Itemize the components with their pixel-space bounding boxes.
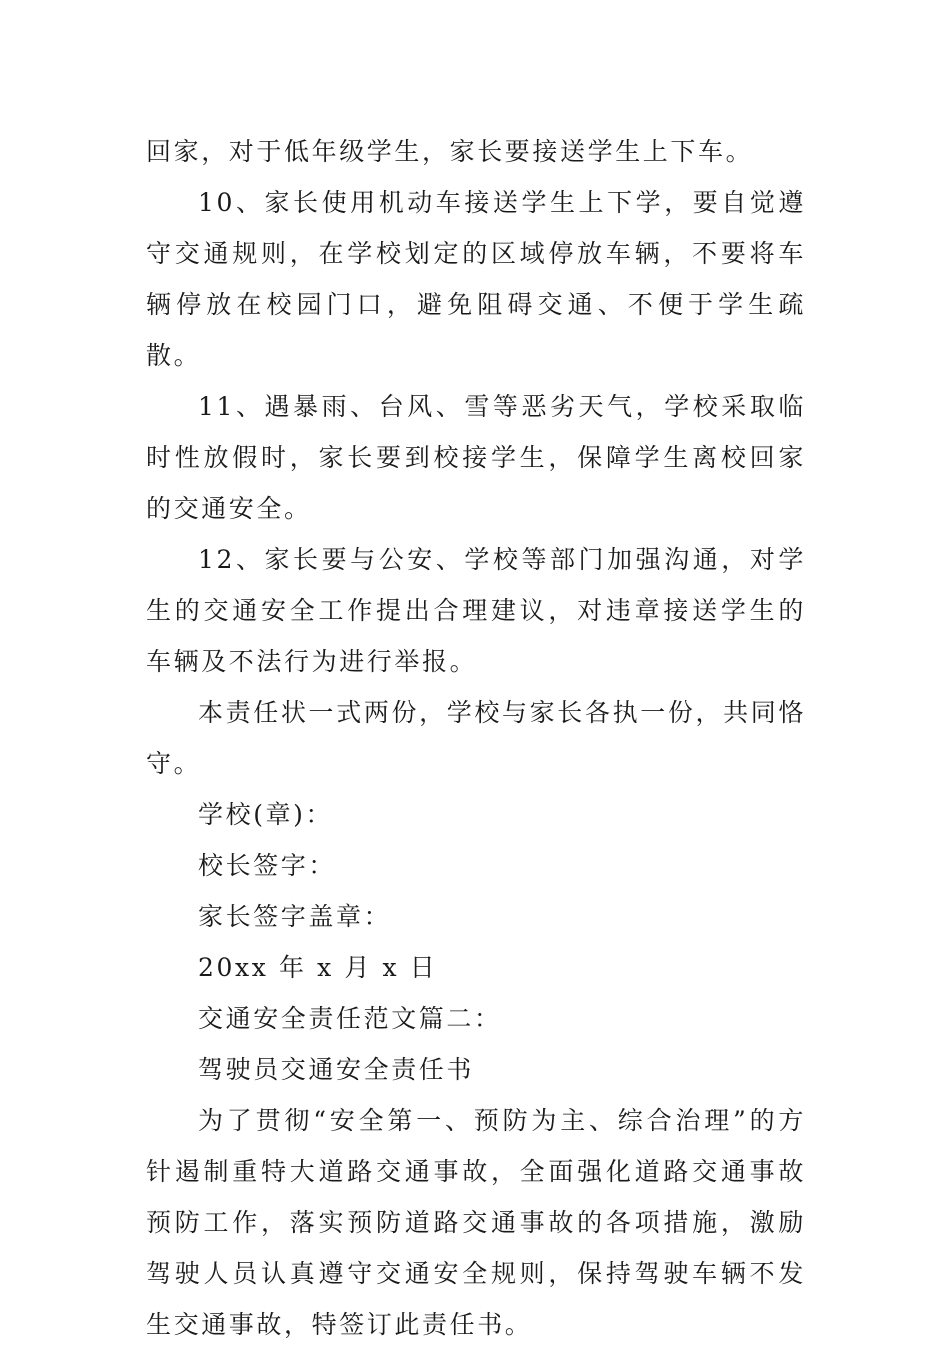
paragraph-item-10: 10、家长使用机动车接送学生上下学，要自觉遵守交通规则，在学校划定的区域停放车辆，不要将车辆停放在校园门口，避免阻碍交通、不便于学生疏散。 xyxy=(146,188,806,370)
parent-signature-line: 家长签字盖章： xyxy=(198,902,392,931)
paragraph-copies-note: 本责任状一式两份，学校与家长各执一份，共同恪守。 xyxy=(146,698,806,778)
paragraph-continuation: 回家，对于低年级学生，家长要接送学生上下车。 xyxy=(146,137,754,166)
school-seal-line: 学校(章)： xyxy=(198,800,334,829)
paragraph-item-12: 12、家长要与公安、学校等部门加强沟通，对学生的交通安全工作提出合理建议，对违章接送学生的车辆及不法行为进行举报。 xyxy=(146,545,806,676)
section-heading: 交通安全责任范文篇二： xyxy=(198,1004,502,1033)
document-title: 驾驶员交通安全责任书 xyxy=(198,1055,475,1084)
principal-signature-line: 校长签字： xyxy=(198,851,337,880)
date-line: 20xx 年 x 月 x 日 xyxy=(198,953,438,982)
paragraph-item-11: 11、遇暴雨、台风、雪等恶劣天气，学校采取临时性放假时，家长要到校接学生，保障学生离校回家的交通安全。 xyxy=(146,392,806,523)
paragraph-intro: 为了贯彻“安全第一、预防为主、综合治理”的方针遏制重特大道路交通事故，全面强化道路交通事故预防工作，落实预防道路交通事故的各项措施，激励驾驶人员认真遵守交通安全规则，保持驾驶车辆不发生交通事故，特签订此责任书。 xyxy=(146,1106,806,1339)
document-body xyxy=(146,126,806,1350)
